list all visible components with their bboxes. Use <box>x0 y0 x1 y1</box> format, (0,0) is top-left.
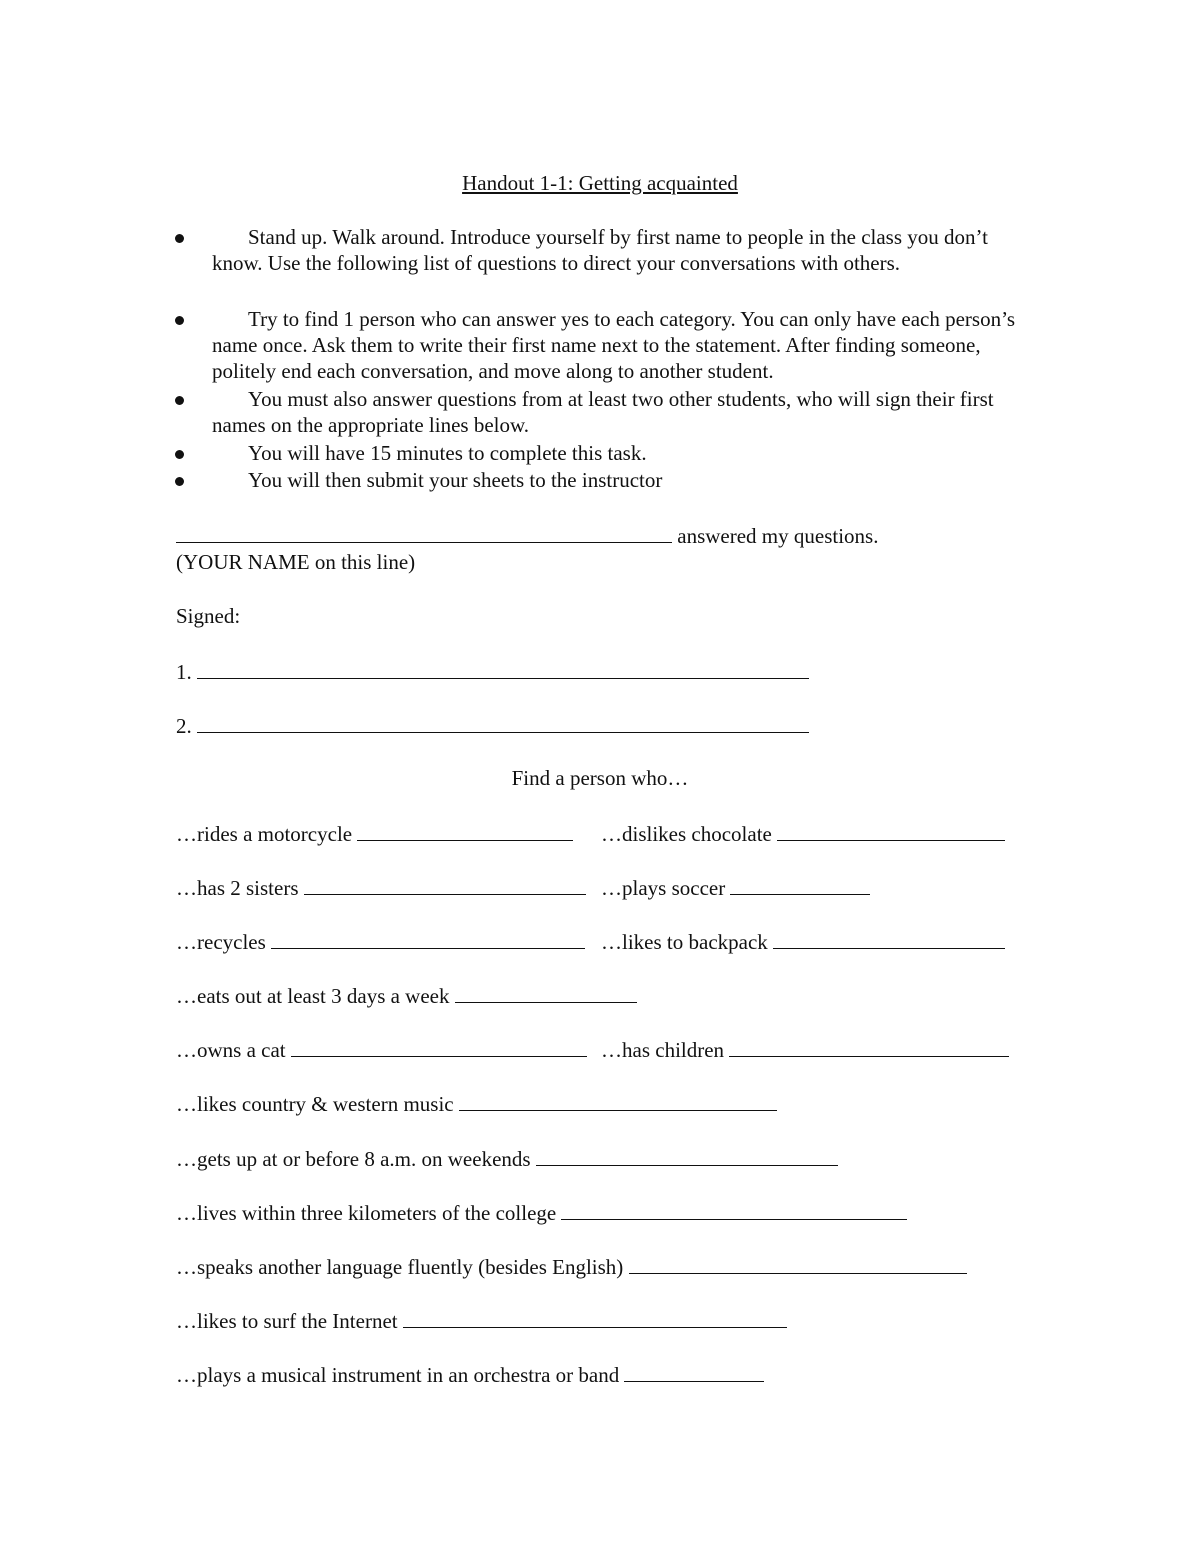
prompt-row <box>176 1145 838 1172</box>
prompt-row <box>176 1361 764 1388</box>
bullet-icon <box>175 450 184 459</box>
instruction-item <box>175 306 1030 384</box>
signature-line[interactable] <box>197 658 809 679</box>
prompt-label: …lives within three kilometers of the college <box>176 1201 557 1225</box>
answer-line[interactable] <box>291 1036 587 1057</box>
prompt-label: …recycles <box>176 930 266 954</box>
prompt-row <box>601 1036 1009 1063</box>
answer-line[interactable] <box>730 874 870 895</box>
prompt-label: …owns a cat <box>176 1038 286 1062</box>
signature-number: 2. <box>176 714 192 738</box>
prompt-row <box>176 1199 907 1226</box>
bullet-icon <box>175 477 184 486</box>
find-heading: Find a person who… <box>511 766 689 790</box>
prompt-row <box>176 874 586 901</box>
instruction-item <box>175 440 1030 466</box>
your-name-row <box>176 522 878 549</box>
prompt-label: …rides a motorcycle <box>176 822 353 846</box>
prompt-row <box>176 1253 967 1280</box>
prompt-label: …speaks another language fluently (besides English) <box>176 1255 624 1279</box>
answer-line[interactable] <box>403 1307 787 1328</box>
instruction-text: You must also answer questions from at least two other students, who will sign their first names on the appropriate lines below. <box>212 387 994 437</box>
signature-row <box>176 658 809 685</box>
prompt-row <box>601 874 870 901</box>
signed-label: Signed: <box>176 604 241 628</box>
bullet-icon <box>175 396 184 405</box>
answer-line[interactable] <box>304 874 586 895</box>
your-name-line[interactable] <box>176 522 672 543</box>
instruction-text: Stand up. Walk around. Introduce yourself by first name to people in the class you don’t know. Use the following list of questions to direct your conversations with others. <box>212 225 988 275</box>
prompt-label: …has children <box>601 1038 725 1062</box>
prompt-row <box>176 1090 777 1117</box>
prompt-label: …likes country & western music <box>176 1092 454 1116</box>
instruction-item <box>175 467 1030 493</box>
signature-row <box>176 712 809 739</box>
answer-line[interactable] <box>629 1253 967 1274</box>
prompt-row <box>176 928 585 955</box>
bullet-icon <box>175 316 184 325</box>
instruction-item <box>175 386 1030 438</box>
instruction-text: Try to find 1 person who can answer yes to each category. You can only have each person’s name once. Ask them to write their first name next to the statement. After finding someone, politely end each conversation, and move along to another student. <box>212 307 1016 383</box>
answer-line[interactable] <box>271 928 585 949</box>
prompt-label: …likes to surf the Internet <box>176 1309 398 1333</box>
prompt-row <box>176 1036 587 1063</box>
instruction-item <box>175 224 1030 276</box>
answer-line[interactable] <box>777 820 1005 841</box>
prompt-row <box>176 1307 787 1334</box>
instruction-text: You will then submit your sheets to the instructor <box>248 468 663 492</box>
prompt-label: …plays soccer <box>601 876 726 900</box>
answer-line[interactable] <box>729 1036 1009 1057</box>
prompt-label: …has 2 sisters <box>176 876 299 900</box>
prompt-row <box>176 820 573 847</box>
prompt-label: …likes to backpack <box>601 930 768 954</box>
prompt-row <box>601 928 1005 955</box>
answer-line[interactable] <box>624 1361 764 1382</box>
answer-line[interactable] <box>455 982 637 1003</box>
answer-line[interactable] <box>773 928 1005 949</box>
answer-line[interactable] <box>536 1145 838 1166</box>
page-title: Handout 1-1: Getting acquainted <box>462 171 738 195</box>
prompt-row <box>176 982 637 1009</box>
instruction-text: You will have 15 minutes to complete this task. <box>248 441 647 465</box>
bullet-icon <box>175 234 184 243</box>
signature-line[interactable] <box>197 712 809 733</box>
prompt-label: …plays a musical instrument in an orchestra or band <box>176 1363 620 1387</box>
prompt-label: …dislikes chocolate <box>601 822 772 846</box>
answer-line[interactable] <box>561 1199 907 1220</box>
prompt-label: …eats out at least 3 days a week <box>176 984 450 1008</box>
answer-line[interactable] <box>357 820 573 841</box>
prompt-row <box>601 820 1005 847</box>
your-name-hint: (YOUR NAME on this line) <box>176 550 416 574</box>
prompt-label: …gets up at or before 8 a.m. on weekends <box>176 1147 531 1171</box>
answer-line[interactable] <box>459 1090 777 1111</box>
signature-number: 1. <box>176 660 192 684</box>
answered-text: answered my questions. <box>677 524 879 548</box>
